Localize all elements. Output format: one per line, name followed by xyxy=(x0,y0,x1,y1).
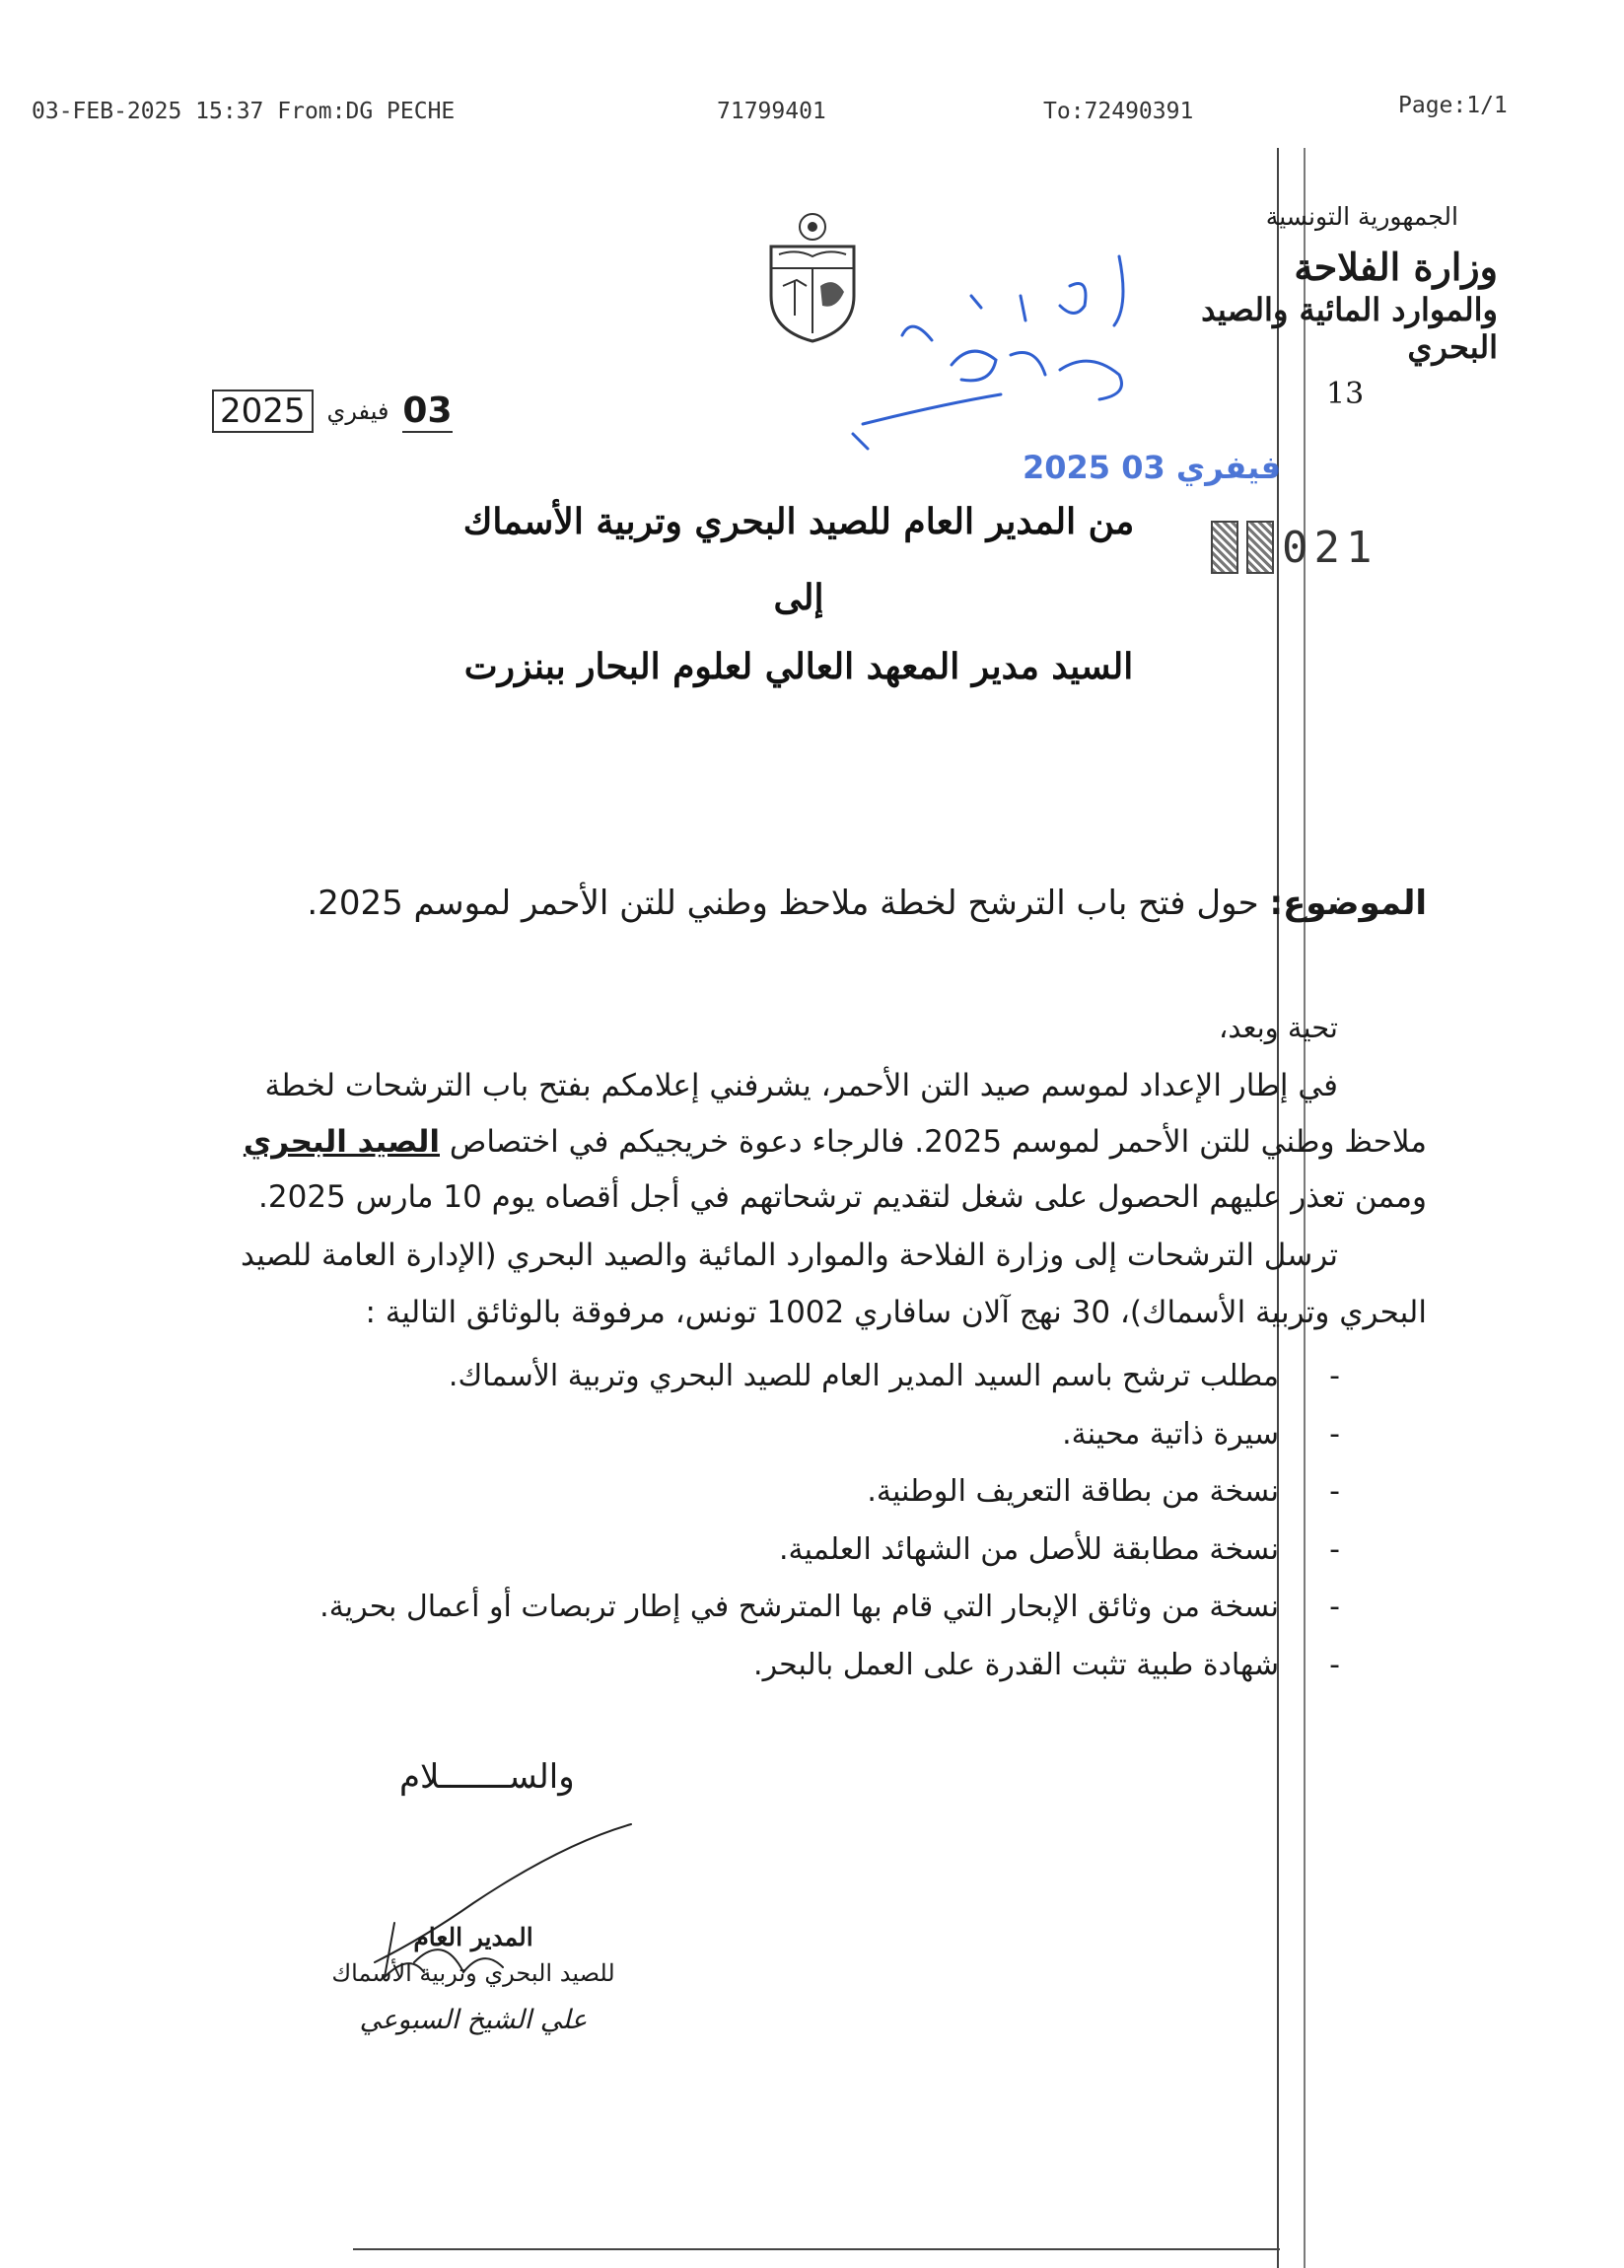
body-underlined-specialty: الصيد البحري xyxy=(243,1124,440,1160)
greeting: تحية وبعد، xyxy=(1219,1011,1338,1044)
date-stamp xyxy=(212,390,453,433)
reference-stamp xyxy=(1211,521,1377,574)
fax-artifact-line xyxy=(353,2248,1280,2250)
fax-page-count: Page:1/1 xyxy=(1398,93,1508,118)
date-stamp-day: 03 xyxy=(402,390,453,431)
subject-label: الموضوع: xyxy=(1269,884,1427,923)
signatory-department: للصيد البحري وتربية الأسماك xyxy=(331,1959,615,1987)
signatory-name: علي الشيخ السبوعي xyxy=(359,2005,588,2035)
republic-label: الجمهورية التونسية xyxy=(1265,202,1458,231)
to-word: إلى xyxy=(773,577,824,618)
date-stamp-year: 2025 xyxy=(212,390,314,433)
reference-number: 021 xyxy=(1282,522,1378,573)
ministry-name-line2: والموارد المائية والصيد البحري xyxy=(1201,291,1498,366)
body-line xyxy=(244,1124,1427,1160)
body-line-text: ملاحظ وطني للتن الأحمر لموسم 2025. فالرجاء دعوة خريجيكم في اختصاص xyxy=(449,1124,1427,1160)
handwritten-annotation-icon xyxy=(823,247,1159,454)
register-number: 13 xyxy=(1326,377,1365,411)
list-item: - سيرة ذاتية محينة. xyxy=(1062,1416,1340,1452)
fax-sent-info: 03-FEB-2025 15:37 From:DG PECHE xyxy=(32,99,456,124)
recipient-line: السيد مدير المعهد العالي لعلوم البحار ببنزرت xyxy=(463,646,1134,687)
subject-line xyxy=(307,884,1427,923)
signatory-title: المدير العام xyxy=(413,1923,533,1951)
ministry-name-line1: وزارة الفلاحة xyxy=(1294,245,1498,289)
body-line: في إطار الإعداد لموسم صيد التن الأحمر، يشرفني إعلامكم بفتح باب الترشحات لخطة xyxy=(264,1068,1338,1103)
received-stamp: 2025 فيفري 03 xyxy=(1023,449,1282,486)
signature-block xyxy=(286,1923,661,2035)
fax-number: 71799401 xyxy=(717,99,826,124)
body-line: ترسل الترشحات إلى وزارة الفلاحة والموارد المائية والصيد البحري (الإدارة العامة للصيد xyxy=(240,1238,1338,1273)
closing-salutation: والســـــــلام xyxy=(399,1757,575,1797)
sender-line: من المدير العام للصيد البحري وتربية الأسماك xyxy=(462,501,1135,542)
list-item: - مطلب ترشح باسم السيد المدير العام للصيد البحري وتربية الأسماك. xyxy=(448,1359,1340,1393)
list-item: - نسخة مطابقة للأصل من الشهائد العلمية. xyxy=(778,1531,1340,1567)
barcode-icon xyxy=(1246,521,1274,574)
body-line: وممن تعذر عليهم الحصول على شغل لتقديم ترشحاتهم في أجل أقصاه يوم 10 مارس 2025. xyxy=(258,1179,1427,1215)
list-item: - نسخة من وثائق الإبحار التي قام بها المترشح في إطار تربصات أو أعمال بحرية. xyxy=(319,1590,1340,1624)
barcode-icon xyxy=(1211,521,1238,574)
fax-recipient: To:72490391 xyxy=(1043,99,1194,124)
body-line: البحري وتربية الأسماك)، 30 نهج آلان سافاري 1002 تونس، مرفوقة بالوثائق التالية : xyxy=(365,1295,1427,1330)
list-item: - شهادة طبية تثبت القدرة على العمل بالبحر. xyxy=(753,1647,1340,1682)
date-stamp-month: فيفري xyxy=(326,397,389,425)
subject-text: حول فتح باب الترشح لخطة ملاحظ وطني للتن الأحمر لموسم 2025. xyxy=(307,884,1259,923)
letterhead xyxy=(1172,202,1498,366)
list-item: - نسخة من بطاقة التعريف الوطنية. xyxy=(867,1474,1340,1509)
required-documents-list xyxy=(319,1359,1340,1705)
